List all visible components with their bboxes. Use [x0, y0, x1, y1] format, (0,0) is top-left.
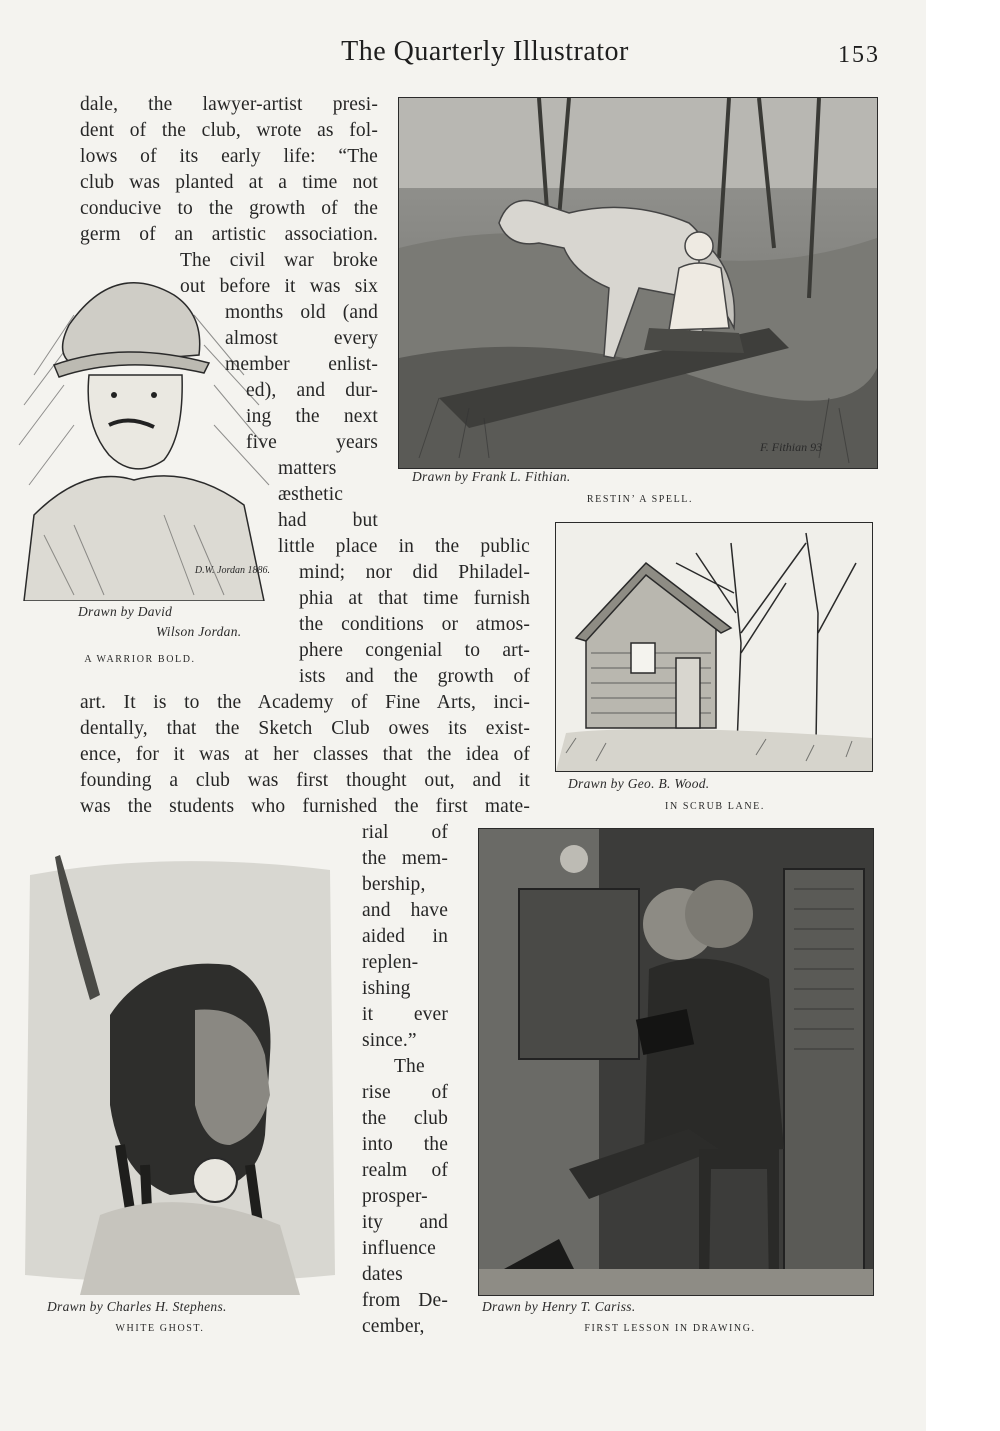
- caption-white-ghost: WHITE GHOST.: [115, 1323, 205, 1334]
- illustration-in-scrub-lane: [555, 522, 873, 772]
- running-header-title: The Quarterly Illustrator: [341, 36, 629, 67]
- body-line: conducive to the growth of the: [80, 198, 378, 219]
- body-line: member enlist-: [225, 354, 378, 375]
- body-line: rise of: [362, 1082, 448, 1103]
- caption-first-lesson: FIRST LESSON IN DRAWING.: [584, 1323, 756, 1334]
- body-line: was the students who furnished the first mate-: [80, 796, 530, 817]
- body-line: the conditions or atmos-: [299, 614, 530, 635]
- body-line: replen-: [362, 952, 419, 973]
- body-line: had but: [278, 510, 378, 531]
- body-line: influence: [362, 1238, 436, 1259]
- credit-white-ghost: Drawn by Charles H. Stephens.: [47, 1299, 227, 1314]
- signature-fithian: F. Fithian 93: [760, 440, 823, 454]
- body-line: it ever: [362, 1004, 448, 1025]
- body-line: æsthetic: [278, 484, 344, 505]
- illustration-restin-a-spell: [398, 97, 878, 469]
- body-line: matters: [278, 458, 337, 479]
- body-line: The: [394, 1056, 425, 1077]
- body-line: ists and the growth of: [299, 666, 530, 687]
- body-line: phia at that time furnish: [299, 588, 530, 609]
- credit-first-lesson: Drawn by Henry T. Cariss.: [482, 1299, 636, 1314]
- body-line: ed), and dur-: [246, 380, 378, 401]
- body-line: five years: [246, 432, 378, 453]
- body-line: the club: [362, 1108, 448, 1129]
- body-line: ity and: [362, 1212, 448, 1233]
- body-line: months old (and: [225, 302, 378, 323]
- body-line: germ of an artistic association.: [80, 224, 378, 245]
- body-line: dent of the club, wrote as fol-: [80, 120, 378, 141]
- body-line: art. It is to the Academy of Fine Arts, inci-: [80, 692, 530, 713]
- body-line: out before it was six: [180, 276, 378, 297]
- body-line: dates: [362, 1264, 403, 1285]
- body-line: little place in the public: [278, 536, 530, 557]
- body-line: prosper-: [362, 1186, 428, 1207]
- body-line: aided in: [362, 926, 448, 947]
- body-line: ence, for it was at her classes that the idea of: [80, 744, 530, 765]
- illustration-a-warrior-bold: [14, 255, 276, 601]
- body-line: phere congenial to art-: [299, 640, 530, 661]
- credit-scrub-lane: Drawn by Geo. B. Wood.: [568, 776, 710, 791]
- body-line: from De-: [362, 1290, 448, 1311]
- caption-scrub-lane: IN SCRUB LANE.: [665, 801, 765, 812]
- credit-restin: Drawn by Frank L. Fithian.: [412, 469, 571, 484]
- credit-warrior-line2: Wilson Jordan.: [156, 624, 242, 639]
- body-line: dentally, that the Sketch Club owes its exist-: [80, 718, 530, 739]
- body-line: mind; nor did Philadel-: [299, 562, 530, 583]
- credit-warrior-line1: Drawn by David: [78, 604, 173, 619]
- body-line: cember,: [362, 1316, 425, 1337]
- body-line: into the: [362, 1134, 448, 1155]
- body-line: bership,: [362, 874, 426, 895]
- body-line: The civil war broke: [180, 250, 378, 271]
- body-line: and have: [362, 900, 448, 921]
- illustration-white-ghost: [20, 845, 340, 1295]
- illustration-first-lesson-in-drawing: [478, 828, 874, 1296]
- body-line: ing the next: [246, 406, 378, 427]
- caption-restin: RESTIN’ A SPELL.: [586, 494, 694, 505]
- body-line: realm of: [362, 1160, 448, 1181]
- caption-warrior: A WARRIOR BOLD.: [84, 654, 196, 665]
- body-line: the mem-: [362, 848, 448, 869]
- body-line: dale, the lawyer-artist presi-: [80, 94, 378, 115]
- body-line: ishing: [362, 978, 411, 999]
- body-line: almost every: [225, 328, 378, 349]
- signature-jordan: D.W. Jordan 1886.: [194, 565, 270, 576]
- body-line: club was planted at a time not: [80, 172, 378, 193]
- body-line: since.”: [362, 1030, 417, 1051]
- body-line: rial of: [362, 822, 448, 843]
- body-line: lows of its early life: “The: [80, 146, 378, 167]
- body-line: founding a club was first thought out, and it: [80, 770, 530, 791]
- page-number: 153: [838, 42, 880, 68]
